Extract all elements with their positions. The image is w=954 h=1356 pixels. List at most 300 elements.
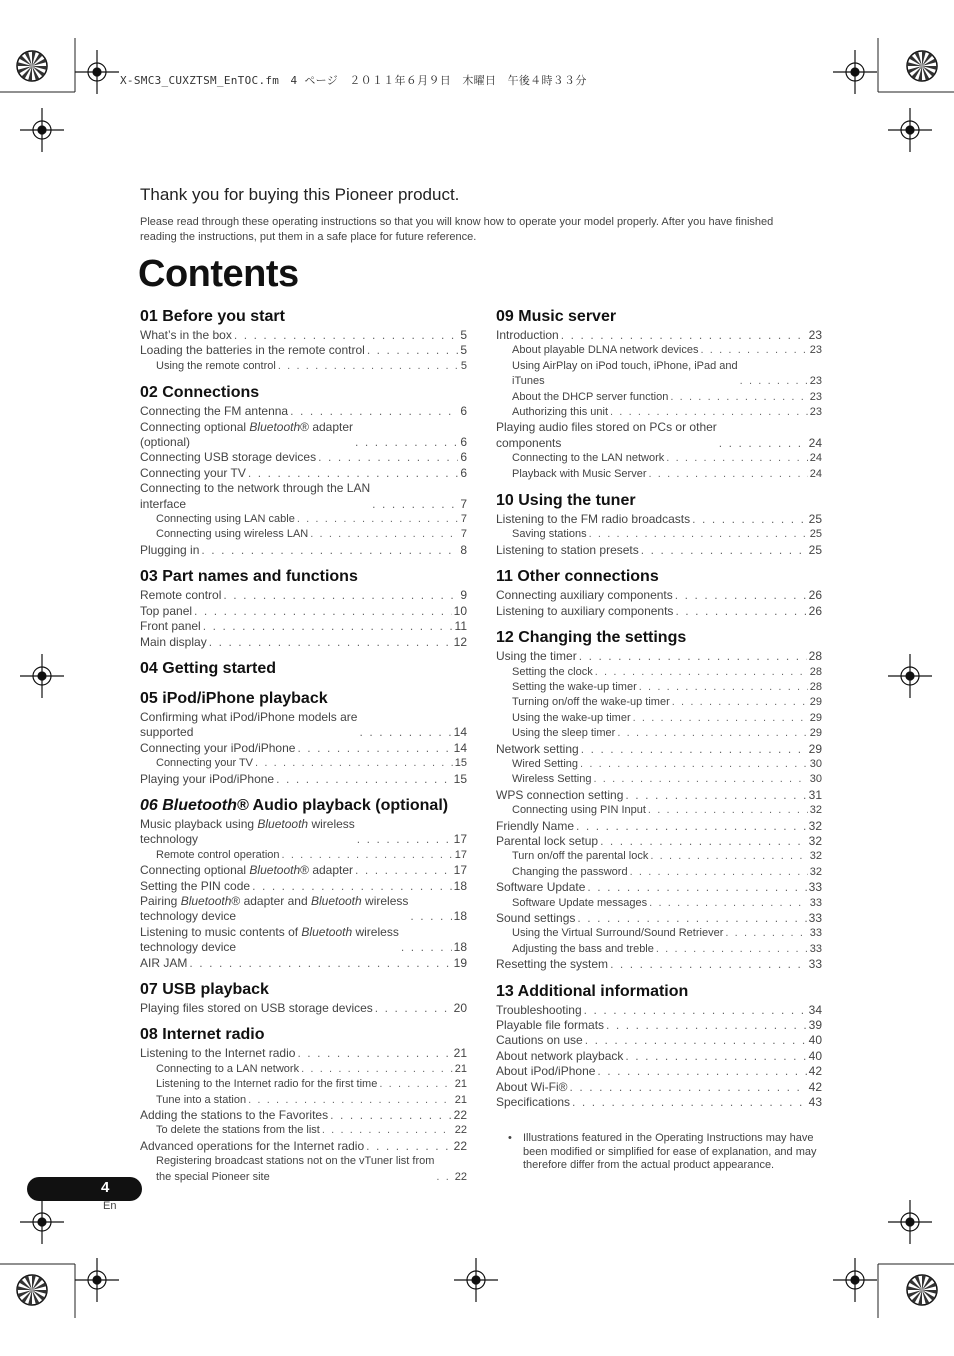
toc-subentry	[496, 451, 822, 466]
toc-entry-label: Connecting to the LAN network	[512, 452, 665, 465]
toc-page-number: 5	[460, 328, 467, 342]
toc-entry	[140, 328, 467, 343]
toc-entry	[140, 466, 467, 481]
toc-page-number: 6	[460, 404, 467, 419]
toc-entry-label: Connecting using wireless LAN	[156, 528, 309, 541]
dot-leader	[355, 435, 458, 450]
toc-section	[496, 566, 822, 619]
toc-page-number: 14	[453, 740, 467, 755]
toc-page-number: 42	[808, 1079, 822, 1094]
dot-leader	[372, 497, 458, 512]
toc-column-right	[496, 306, 822, 1173]
toc-page-number: 15	[454, 757, 467, 770]
toc-entry	[496, 328, 822, 343]
toc-entry-label: Adding the stations to the Favorites	[140, 1108, 329, 1123]
registration-mark-icon	[454, 1258, 498, 1302]
dot-leader	[375, 1001, 452, 1016]
dot-leader	[248, 1093, 453, 1108]
toc-entry	[496, 834, 822, 849]
dot-leader	[581, 742, 807, 757]
dot-leader	[330, 1108, 452, 1123]
toc-page-number: 6	[460, 465, 467, 480]
language-code: En	[103, 1200, 117, 1212]
section-heading: 09 Music server	[496, 308, 617, 325]
toc-entry-label: Listening to station presets	[496, 542, 639, 557]
toc-subentry	[140, 1093, 467, 1108]
toc-page-number: 26	[808, 588, 822, 603]
toc-entry-label: Software Update messages	[512, 896, 648, 909]
toc-entry-label: Turning on/off the wake-up timer	[512, 696, 670, 709]
toc-entry-label: Connecting to the network through the LAN interface	[140, 481, 371, 511]
toc-entry-label: Turn on/off the parental lock	[512, 850, 649, 863]
section-heading: 10 Using the tuner	[496, 492, 636, 510]
dot-leader	[410, 909, 451, 924]
toc-entry-label: Loading the batteries in the remote control	[140, 343, 365, 358]
toc-page-number: 23	[809, 375, 822, 388]
toc-entry-label: Connecting using LAN cable	[156, 513, 295, 526]
dot-leader	[255, 756, 453, 771]
toc-page-number: 39	[808, 1018, 822, 1033]
registration-mark-icon	[833, 1258, 877, 1302]
toc-page-number: 8	[460, 542, 467, 557]
toc-page-number: 33	[809, 896, 822, 909]
toc-entry	[140, 1139, 467, 1154]
section-heading: 05 iPod/iPhone playback	[140, 689, 328, 707]
section-heading: 08 Internet radio	[140, 1026, 265, 1044]
toc-entry-label: Using the remote control	[156, 359, 276, 372]
toc-entry-label: Connecting USB storage devices	[140, 450, 317, 465]
toc-entry-label: Pairing Bluetooth® adapter and Bluetooth wireless technology device	[140, 893, 409, 924]
registration-mark-icon	[888, 108, 932, 152]
toc-entry-label: Listening to the FM radio broadcasts	[496, 512, 691, 527]
toc-entry-label: Music playback using Bluetooth wireless technology	[140, 816, 355, 847]
section-heading: 11 Other connections	[496, 568, 659, 586]
toc-entry	[140, 1108, 467, 1123]
toc-entry	[496, 1003, 822, 1018]
section-heading: 01 Before you start	[140, 308, 285, 325]
toc-page-number: 17	[453, 863, 467, 878]
toc-entry-label: Setting the clock	[512, 665, 593, 678]
toc-page-number: 20	[453, 1001, 467, 1015]
dot-leader	[593, 772, 807, 787]
toc-page-number: 29	[808, 741, 822, 756]
dot-leader	[252, 879, 452, 894]
toc-entry	[140, 450, 467, 465]
toc-subentry	[140, 1062, 467, 1077]
toc-subentry	[140, 512, 467, 527]
dot-leader	[234, 328, 458, 343]
toc-entry	[496, 420, 822, 451]
toc-page-number: 24	[809, 467, 822, 480]
toc-section	[496, 981, 822, 1111]
section-heading: 13 Additional information	[496, 982, 689, 1000]
dot-leader	[656, 942, 808, 957]
dot-leader	[675, 604, 806, 619]
toc-entry	[496, 957, 822, 972]
toc-page-number: 26	[808, 603, 822, 618]
toc-section	[496, 627, 822, 973]
toc-entry	[140, 343, 467, 358]
toc-page-number: 5	[460, 359, 467, 372]
toc-section	[140, 979, 467, 1016]
toc-page-number: 11	[454, 619, 467, 634]
page-number: 4	[101, 1179, 110, 1196]
dot-leader	[357, 832, 452, 847]
dot-leader	[587, 880, 806, 895]
toc-entry-label: Connecting your iPod/iPhone	[140, 740, 296, 755]
toc-section	[140, 566, 467, 650]
dot-leader	[194, 604, 452, 619]
toc-page-number: 33	[809, 942, 822, 955]
section-heading: 04 Getting started	[140, 659, 277, 677]
toc-entry	[140, 635, 467, 650]
toc-page-number: 24	[809, 452, 822, 465]
toc-page-number: 7	[460, 528, 467, 541]
dot-leader	[401, 940, 452, 955]
illustration-note	[496, 1132, 822, 1173]
bullet-icon: •	[508, 1132, 512, 1145]
dot-leader	[725, 926, 807, 941]
file-header-line: X-SMC3_CUXZTSM_EnTOC.fm 4 ページ ２０１１年６月９日 木曜日 午後４時３３分	[120, 74, 587, 87]
toc-page-number: 6	[460, 435, 467, 450]
dot-leader	[318, 450, 458, 465]
toc-entry	[496, 1033, 822, 1048]
toc-entry-label: About Wi-Fi®	[496, 1079, 568, 1094]
toc-page-number: 12	[453, 634, 467, 649]
toc-entry	[496, 1080, 822, 1095]
toc-subentry	[496, 772, 822, 787]
toc-entry	[140, 894, 467, 925]
toc-page-number: 30	[809, 773, 822, 786]
toc-entry	[140, 817, 467, 848]
toc-page-number: 14	[453, 725, 467, 740]
dot-leader	[366, 1139, 451, 1154]
dot-leader	[589, 527, 808, 542]
toc-page-number: 33	[808, 880, 822, 895]
toc-entry-label: Adjusting the bass and treble	[512, 942, 654, 955]
toc-page-number: 28	[808, 649, 822, 664]
dot-leader	[625, 1049, 806, 1064]
toc-entry-label: About iPod/iPhone	[496, 1064, 596, 1079]
toc-entry	[140, 863, 467, 878]
thank-you-heading: Thank you for buying this Pioneer product.	[140, 185, 460, 204]
toc-page-number: 19	[453, 955, 467, 970]
dot-leader	[276, 772, 452, 787]
dot-leader	[278, 359, 459, 374]
toc-entry-label: Connecting your TV	[140, 465, 246, 480]
toc-entry-label: Troubleshooting	[496, 1002, 582, 1017]
dot-leader	[584, 1003, 807, 1018]
dot-leader	[561, 328, 807, 343]
toc-page-number: 25	[809, 528, 822, 541]
color-target-icon	[907, 1275, 937, 1305]
toc-entry	[496, 819, 822, 834]
toc-page-number: 15	[453, 771, 467, 786]
toc-page-number: 33	[809, 927, 822, 940]
toc-entry-label: Playing audio files stored on PCs or other components	[496, 420, 717, 450]
toc-entry-label: Parental lock setup	[496, 833, 599, 848]
toc-entry-label: Listening to music contents of Bluetooth wireless technology device	[140, 924, 399, 955]
toc-subentry	[140, 1077, 467, 1092]
registration-mark-icon	[75, 50, 119, 94]
dot-leader	[595, 665, 808, 680]
dot-leader	[692, 512, 807, 527]
toc-page-number: 30	[809, 757, 822, 770]
registration-mark-icon	[888, 1200, 932, 1244]
toc-entry-label: WPS connection setting	[496, 787, 624, 802]
toc-page-number: 10	[453, 603, 467, 618]
toc-page-number: 9	[460, 588, 467, 603]
toc-section	[496, 490, 822, 558]
intro-paragraph: Please read through these operating instructions so that you will know how to operate your model properly. After you have finished reading the instructions, put them in a safe place for future reference.	[140, 216, 774, 243]
toc-entry	[140, 741, 467, 756]
toc-entry-label: Playing your iPod/iPhone	[140, 771, 275, 786]
toc-entry	[140, 404, 467, 419]
toc-page-number: 5	[460, 343, 467, 358]
toc-entry	[496, 880, 822, 895]
toc-page-number: 18	[453, 878, 467, 893]
toc-subentry	[140, 1154, 467, 1185]
toc-page-number: 32	[809, 865, 822, 878]
toc-page-number: 40	[808, 1033, 822, 1048]
toc-entry-label: To delete the stations from the list	[156, 1124, 320, 1137]
dot-leader	[322, 1123, 453, 1138]
toc-subentry	[496, 467, 822, 482]
toc-entry-label: Top panel	[140, 603, 193, 618]
toc-entry-label: What’s in the box	[140, 328, 232, 342]
toc-entry-label: Using the Virtual Surround/Sound Retriever	[512, 927, 724, 940]
toc-page-number: 34	[808, 1002, 822, 1017]
toc-subentry	[140, 756, 467, 771]
toc-entry-label: Registering broadcast stations not on the vTuner list from the special Pioneer site	[156, 1155, 435, 1183]
toc-page-number: 23	[808, 328, 822, 342]
toc-page-number: 23	[809, 344, 822, 357]
toc-entry-label: Connecting to a LAN network	[156, 1062, 300, 1075]
dot-leader	[675, 588, 807, 603]
toc-page-number: 21	[454, 1093, 467, 1106]
toc-section	[140, 795, 467, 971]
dot-leader	[248, 466, 458, 481]
toc-entry-label: Using the wake-up timer	[512, 711, 631, 724]
dot-leader	[297, 1046, 451, 1061]
toc-page-number: 33	[808, 957, 822, 972]
dot-leader	[310, 527, 459, 542]
dot-leader	[585, 1033, 807, 1048]
section-heading: 03 Part names and functions	[140, 568, 358, 586]
dot-leader	[282, 848, 453, 863]
dot-leader	[633, 711, 808, 726]
dot-leader	[290, 404, 458, 419]
toc-page-number: 17	[453, 832, 467, 847]
toc-page-number: 32	[809, 804, 822, 817]
section-heading: 12 Changing the settings	[496, 629, 687, 647]
dot-leader	[597, 1064, 806, 1079]
dot-leader	[189, 956, 451, 971]
toc-subentry	[140, 527, 467, 542]
toc-page-number: 43	[808, 1095, 822, 1110]
toc-entry	[140, 772, 467, 787]
toc-entry-label: Resetting the system	[496, 957, 609, 972]
toc-page-number: 25	[808, 542, 822, 557]
toc-page-number: 18	[453, 909, 467, 924]
registration-mark-icon	[20, 654, 64, 698]
toc-entry	[496, 911, 822, 926]
toc-section	[140, 1024, 467, 1185]
dot-leader	[301, 1062, 453, 1077]
dot-leader	[203, 619, 453, 634]
toc-subentry	[496, 680, 822, 695]
dot-leader	[580, 757, 808, 772]
toc-entry	[140, 925, 467, 956]
toc-page-number: 21	[454, 1062, 467, 1075]
dot-leader	[367, 343, 459, 358]
dot-leader	[297, 512, 459, 527]
toc-subentry	[496, 711, 822, 726]
dot-leader	[666, 451, 807, 466]
toc-entry-label: Playback with Music Server	[512, 467, 647, 480]
dot-leader	[625, 788, 806, 803]
toc-entry-label: About the DHCP server function	[512, 390, 669, 403]
toc-entry-label: Network setting	[496, 741, 579, 756]
registration-mark-icon	[75, 1258, 119, 1302]
toc-entry-label: Wireless Setting	[512, 773, 592, 786]
toc-entry	[140, 481, 467, 512]
registration-mark-icon	[888, 654, 932, 698]
toc-subentry	[496, 390, 822, 405]
toc-subentry	[496, 896, 822, 911]
toc-subentry	[496, 757, 822, 772]
toc-entry-label: Listening to the Internet radio for the first time	[156, 1078, 378, 1091]
toc-entry-label: Changing the password	[512, 865, 628, 878]
toc-entry	[140, 1001, 467, 1016]
dot-leader	[610, 957, 807, 972]
toc-page-number: 29	[809, 696, 822, 709]
toc-page-number: 28	[809, 680, 822, 693]
dot-leader	[570, 1080, 807, 1095]
toc-entry	[496, 1064, 822, 1079]
toc-entry	[140, 604, 467, 619]
toc-page-number: 22	[454, 1124, 467, 1137]
toc-entry-label: Setting the PIN code	[140, 878, 251, 893]
toc-subentry	[496, 527, 822, 542]
toc-page-number: 32	[808, 818, 822, 833]
toc-page-number: 22	[453, 1138, 467, 1153]
dot-leader	[649, 467, 808, 482]
toc-entry-label: Connecting the FM antenna	[140, 404, 289, 419]
dot-leader	[650, 849, 807, 864]
dot-leader	[355, 863, 452, 878]
dot-leader	[379, 1077, 452, 1092]
toc-entry	[140, 1046, 467, 1061]
toc-entry-label: About playable DLNA network devices	[512, 344, 699, 357]
toc-entry	[140, 588, 467, 603]
color-target-icon	[17, 51, 47, 81]
toc-subentry	[496, 803, 822, 818]
toc-entry-label: Front panel	[140, 619, 201, 634]
toc-entry	[140, 619, 467, 634]
toc-entry-label: Listening to the Internet radio	[140, 1046, 296, 1061]
toc-entry-label: Specifications	[496, 1095, 571, 1110]
toc-entry-label: Using AirPlay on iPod touch, iPhone, iPad and iTunes	[512, 359, 738, 388]
dot-leader	[648, 803, 808, 818]
toc-entry	[496, 788, 822, 803]
toc-subentry	[496, 665, 822, 680]
toc-subentry	[496, 926, 822, 941]
dot-leader	[670, 390, 807, 405]
toc-entry-label: Remote control	[140, 588, 222, 603]
dot-leader	[610, 405, 808, 420]
toc-entry-label: AIR JAM	[140, 955, 188, 970]
toc-subentry	[140, 848, 467, 863]
toc-entry-label: Playing files stored on USB storage devices	[140, 1001, 373, 1015]
toc-entry-label: Listening to auxiliary components	[496, 603, 674, 618]
dot-leader	[572, 1095, 807, 1110]
toc-entry-label: Software Update	[496, 880, 586, 895]
toc-column-left	[140, 306, 467, 1185]
section-heading: 07 USB playback	[140, 981, 269, 998]
toc-subentry	[496, 942, 822, 957]
toc-entry	[496, 649, 822, 664]
dot-leader	[630, 865, 808, 880]
toc-entry-label: Connecting optional Bluetooth® adapter	[140, 863, 354, 878]
toc-page-number: 29	[809, 711, 822, 724]
toc-subentry	[140, 1123, 467, 1138]
dot-leader	[639, 680, 808, 695]
dot-leader	[579, 649, 807, 664]
page-number-badge	[27, 1177, 142, 1201]
toc-entry	[140, 543, 467, 558]
toc-page-number: 7	[460, 496, 467, 511]
toc-entry-label: Main display	[140, 634, 207, 649]
toc-subentry	[496, 865, 822, 880]
toc-page-number: 22	[454, 1170, 467, 1183]
registration-mark-icon	[20, 108, 64, 152]
toc-entry	[140, 879, 467, 894]
toc-entry-label: Authorizing this unit	[512, 406, 608, 419]
toc-page-number: 18	[453, 940, 467, 955]
toc-page-number: 6	[460, 450, 467, 465]
toc-entry	[140, 710, 467, 741]
toc-entry-label: Connecting auxiliary components	[496, 588, 673, 603]
toc-page-number: 7	[460, 513, 467, 526]
toc-entry	[140, 956, 467, 971]
color-target-icon	[17, 1275, 47, 1305]
toc-entry-label: Setting the wake-up timer	[512, 680, 637, 693]
toc-entry	[496, 1018, 822, 1033]
toc-page-number: 23	[809, 390, 822, 403]
dot-leader	[576, 819, 807, 834]
toc-page-number: 32	[809, 850, 822, 863]
dot-leader	[617, 726, 807, 741]
dot-leader	[719, 436, 807, 451]
toc-page-number: 21	[454, 1078, 467, 1091]
dot-leader	[649, 896, 808, 911]
toc-entry-label: Tune into a station	[156, 1093, 247, 1106]
dot-leader	[359, 725, 451, 740]
toc-section	[140, 658, 467, 680]
dot-leader	[436, 1170, 452, 1185]
toc-page-number: 28	[809, 665, 822, 678]
dot-leader	[701, 343, 808, 358]
toc-entry	[496, 604, 822, 619]
toc-entry	[496, 1095, 822, 1110]
toc-entry-label: Playable file formats	[496, 1018, 605, 1033]
toc-entry-label: Connecting using PIN Input	[512, 804, 646, 817]
toc-subentry	[496, 849, 822, 864]
toc-page-number: 42	[808, 1064, 822, 1079]
toc-entry-label: Friendly Name	[496, 818, 575, 833]
toc-subentry	[496, 695, 822, 710]
